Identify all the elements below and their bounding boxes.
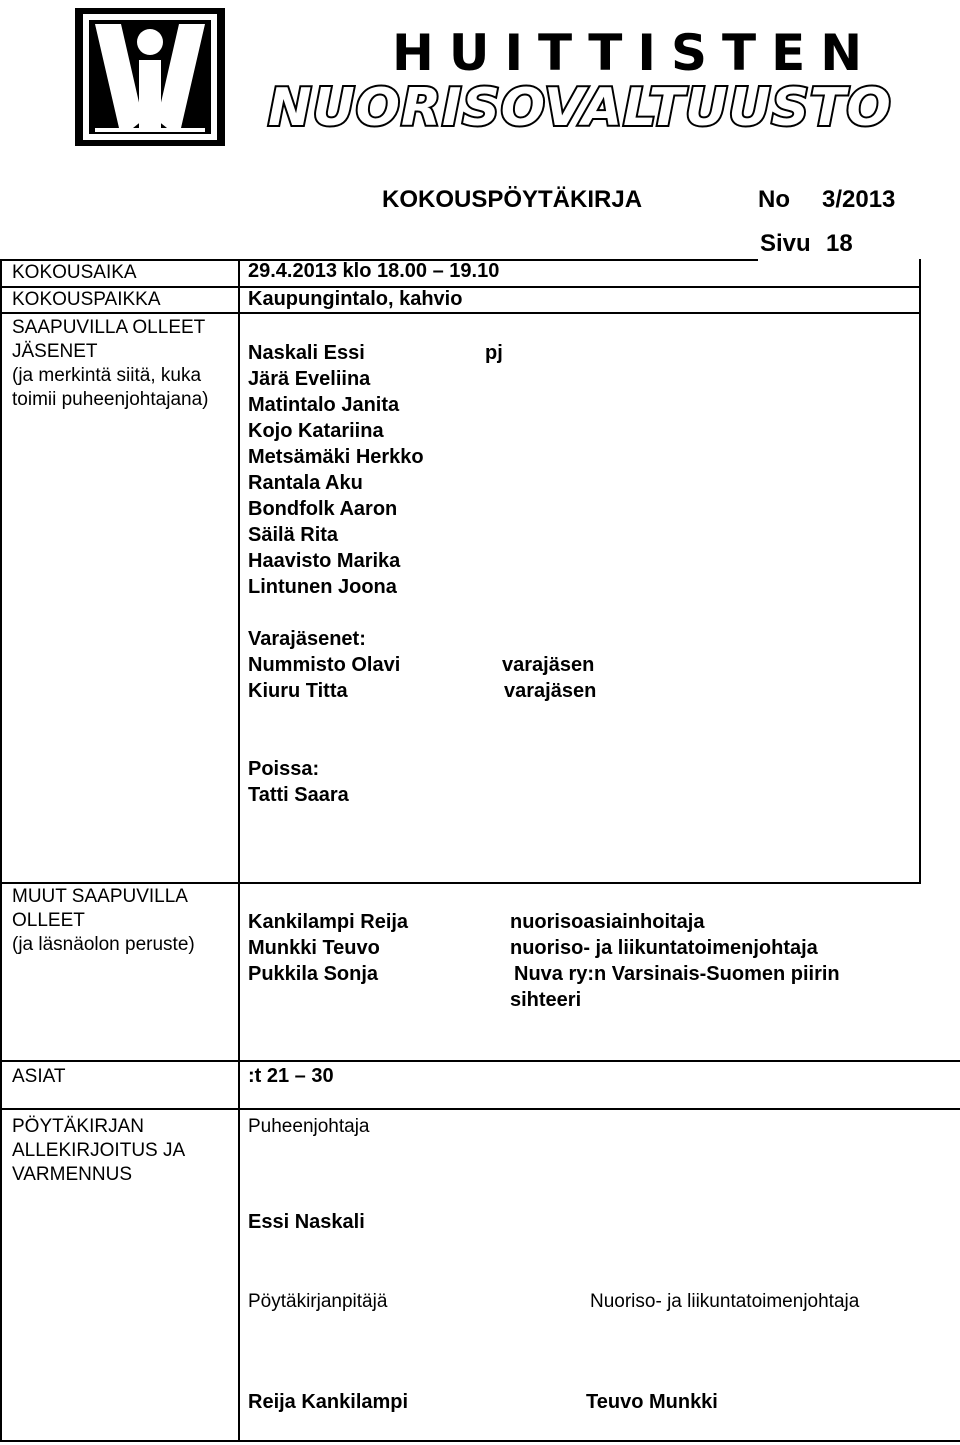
logo-title-line2: NUORISOVALTUUSTO <box>268 78 892 138</box>
chair-title: Puheenjohtaja <box>248 1116 370 1137</box>
member-name: Matintalo Janita <box>248 394 400 416</box>
chair-name: Essi Naskali <box>248 1211 365 1233</box>
other-person-name: Pukkila Sonja <box>248 963 379 985</box>
table-rule <box>0 882 920 884</box>
other-person-role: sihteeri <box>510 989 582 1011</box>
other-person-role: nuorisoasiainhoitaja <box>510 911 705 933</box>
attendees-label: JÄSENET <box>12 341 98 362</box>
others-label: OLLEET <box>12 910 85 931</box>
table-rule <box>0 312 920 314</box>
member-name: Bondfolk Aaron <box>248 498 398 520</box>
chair-mark: pj <box>485 342 503 364</box>
absent-name: Tatti Saara <box>248 784 349 806</box>
attendees-label: SAAPUVILLA OLLEET <box>12 317 206 338</box>
table-rule <box>0 1060 960 1062</box>
member-name: Rantala Aku <box>248 472 363 494</box>
signatures-label: VARMENNUS <box>12 1164 132 1185</box>
table-rule <box>0 1440 960 1442</box>
attendees-label: toimii puheenjohtajana) <box>12 389 209 410</box>
attendees-label: (ja merkintä siitä, kuka <box>12 365 202 386</box>
meeting-place-value: Kaupungintalo, kahvio <box>248 288 463 310</box>
meeting-place-label: KOKOUSPAIKKA <box>12 289 161 310</box>
member-name: Järä Eveliina <box>248 368 371 390</box>
director-title: Nuoriso- ja liikuntatoimenjohtaja <box>590 1291 860 1312</box>
table-column-divider <box>238 259 240 1442</box>
meeting-time-label: KOKOUSAIKA <box>12 262 137 283</box>
meeting-time-value: 29.4.2013 klo 18.00 – 19.10 <box>248 260 500 282</box>
table-border-right <box>919 259 921 884</box>
signatures-label: ALLEKIRJOITUS JA <box>12 1140 186 1161</box>
youth-council-logo-icon <box>75 8 225 146</box>
table-border-left <box>0 259 2 1442</box>
signatures-label: PÖYTÄKIRJAN <box>12 1116 144 1137</box>
others-label: (ja läsnäolon peruste) <box>12 934 195 955</box>
other-person-name: Munkki Teuvo <box>248 937 380 959</box>
substitute-name: Kiuru Titta <box>248 680 348 702</box>
others-label: MUUT SAAPUVILLA <box>12 886 188 907</box>
member-name: Kojo Katariina <box>248 420 384 442</box>
items-label: ASIAT <box>12 1066 66 1087</box>
number-label: No <box>758 186 790 213</box>
number-value: 3/2013 <box>822 186 896 213</box>
member-name: Lintunen Joona <box>248 576 397 598</box>
items-value: :t 21 – 30 <box>248 1065 334 1087</box>
secretary-name: Reija Kankilampi <box>248 1391 409 1413</box>
logo-title-line1: HUITTISTEN <box>392 24 878 82</box>
page-value: 18 <box>826 230 853 257</box>
substitutes-heading: Varajäsenet: <box>248 628 366 650</box>
member-name: Säilä Rita <box>248 524 339 546</box>
other-person-role: Nuva ry:n Varsinais-Suomen piirin <box>514 963 840 985</box>
table-rule <box>0 1108 960 1110</box>
substitute-role: varajäsen <box>502 654 595 676</box>
member-name: Metsämäki Herkko <box>248 446 424 468</box>
other-person-role: nuoriso- ja liikuntatoimenjohtaja <box>510 937 818 959</box>
director-name: Teuvo Munkki <box>586 1391 718 1413</box>
substitute-role: varajäsen <box>504 680 597 702</box>
document-title: KOKOUSPÖYTÄKIRJA <box>382 186 643 213</box>
page-label: Sivu <box>760 230 811 257</box>
absent-heading: Poissa: <box>248 758 320 780</box>
member-name: Naskali Essi <box>248 342 365 364</box>
other-person-name: Kankilampi Reija <box>248 911 409 933</box>
substitute-name: Nummisto Olavi <box>248 654 401 676</box>
secretary-title: Pöytäkirjanpitäjä <box>248 1291 388 1312</box>
member-name: Haavisto Marika <box>248 550 401 572</box>
